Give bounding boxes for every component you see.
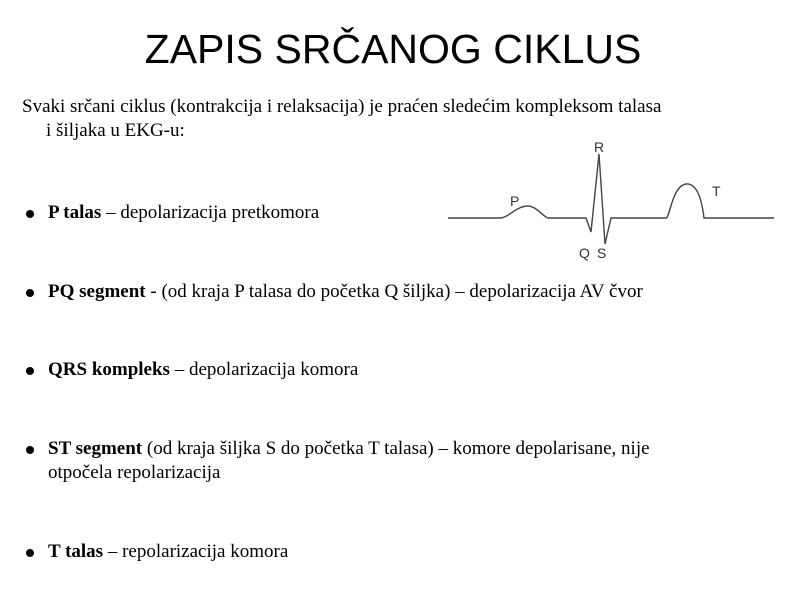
bullet-desc: – depolarizacija komora — [169, 359, 359, 380]
ekg-label-s: S — [597, 245, 607, 261]
bullet-term: PQ segment — [48, 281, 146, 302]
bullet-term: P talas — [48, 202, 102, 223]
bullet-term: ST segment — [48, 438, 143, 459]
bullet-desc: - (od kraja P talasa do početka Q šiljka) – depolarizacija AV čvor — [145, 281, 643, 302]
bullet-dot-icon — [26, 367, 34, 375]
bullet-text — [48, 540, 768, 564]
intro-line-1: Svaki srčani ciklus (kontrakcija i relaksacija) je praćen sledećim kompleksom talasa — [22, 96, 662, 117]
bullet-dot-icon — [26, 549, 34, 557]
ekg-label-q: Q — [579, 245, 590, 261]
ekg-trace — [448, 154, 774, 244]
bullet-dot-icon — [26, 446, 34, 454]
bullet-desc-continued: otpočela repolarizacija — [48, 462, 221, 483]
bullet-dot-icon — [26, 289, 34, 297]
bullet-text — [48, 437, 768, 485]
bullet-desc: – repolarizacija komora — [103, 541, 289, 562]
ekg-waveform-diagram — [448, 132, 778, 264]
ekg-label-p: P — [510, 193, 520, 209]
bullet-text — [48, 280, 768, 304]
ekg-label-t: T — [712, 183, 721, 199]
bullet-term: QRS kompleks — [48, 359, 170, 380]
slide-title: ZAPIS SRČANOG CIKLUS — [144, 26, 642, 72]
bullet-term: T talas — [48, 541, 104, 562]
bullet-desc: – depolarizacija pretkomora — [101, 202, 320, 223]
bullet-desc: (od kraja šiljka S do početka T talasa) – komore depolarisane, nije — [142, 438, 650, 459]
bullet-text — [48, 358, 768, 382]
ekg-label-r: R — [594, 139, 605, 155]
bullet-dot-icon — [26, 210, 34, 218]
intro-line-2: i šiljaka u EKG-u: — [46, 120, 185, 141]
